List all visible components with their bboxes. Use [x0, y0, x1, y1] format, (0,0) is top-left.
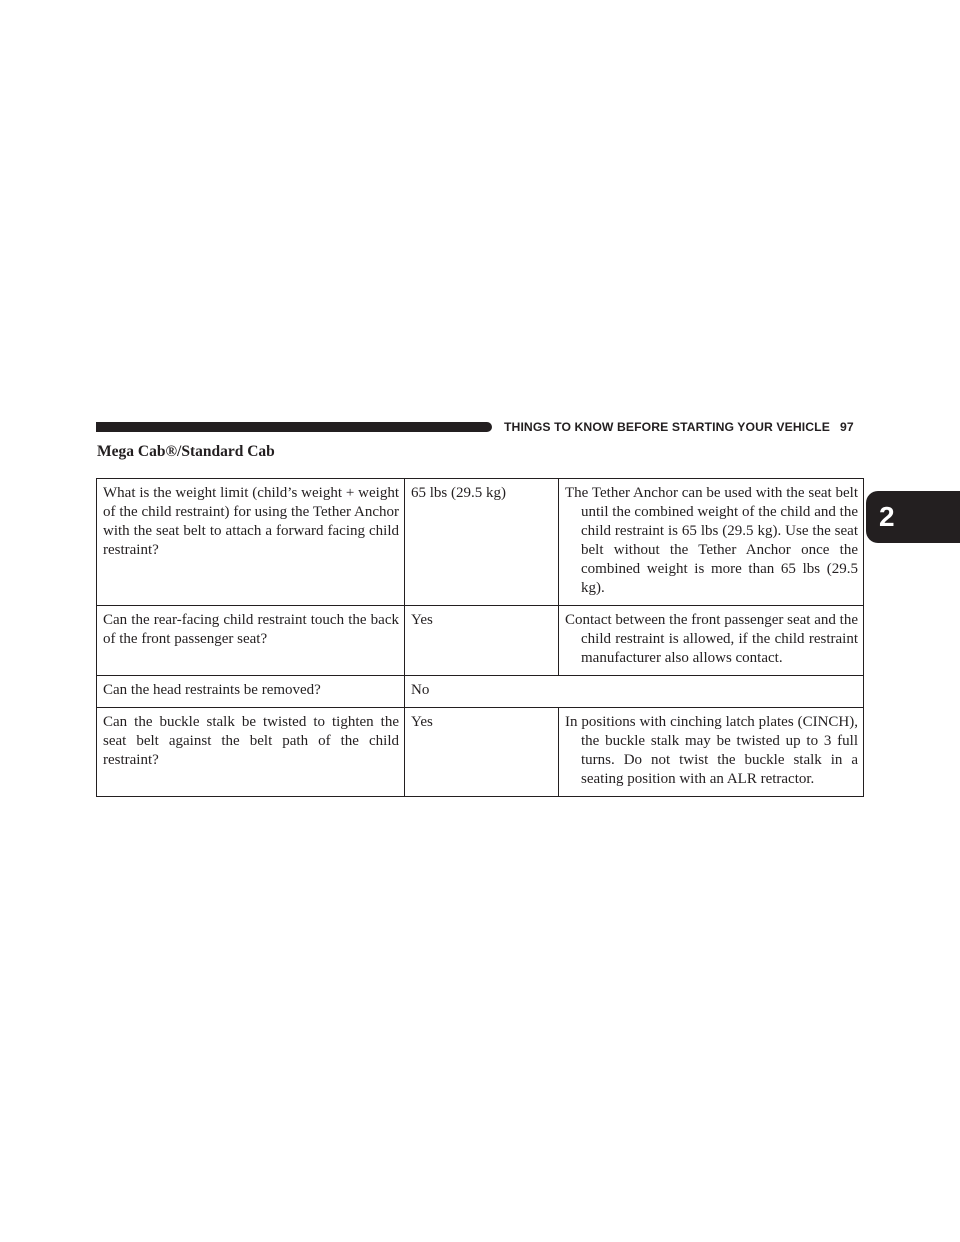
- answer-cell: Yes: [405, 708, 559, 797]
- running-header: [504, 419, 854, 435]
- section-title: Mega Cab®/Standard Cab: [97, 443, 275, 460]
- question-cell: Can the buckle stalk be twisted to tighten the seat belt against the belt path of the child restraint?: [97, 708, 405, 797]
- note-cell: [559, 606, 864, 676]
- table-row: [97, 676, 864, 708]
- note-cell: [559, 708, 864, 797]
- answer-cell: No: [405, 676, 864, 708]
- running-title: THINGS TO KNOW BEFORE STARTING YOUR VEHICLE: [504, 420, 830, 434]
- table-row: [97, 708, 864, 797]
- note-cell: [559, 479, 864, 606]
- table-row: [97, 606, 864, 676]
- question-cell: What is the weight limit (child’s weight + weight of the child restraint) for using the Tether Anchor with the seat belt to attach a forward facing child restraint?: [97, 479, 405, 606]
- note-text: Contact between the front passenger seat and the child restraint is allowed, if the child restraint manufacturer also allows contact.: [565, 612, 858, 666]
- question-cell: Can the rear-facing child restraint touch the back of the front passenger seat?: [97, 606, 405, 676]
- page-number: 97: [839, 420, 854, 434]
- chapter-tab: 2: [866, 491, 960, 543]
- note-text: In positions with cinching latch plates (CINCH), the buckle stalk may be twisted up to 3 full turns. Do not twist the buckle stalk in a seating position with an ALR retractor.: [565, 714, 858, 787]
- header-rule: [96, 422, 492, 432]
- answer-cell: Yes: [405, 606, 559, 676]
- table-row: [97, 479, 864, 606]
- question-cell: Can the head restraints be removed?: [97, 676, 405, 708]
- child-restraint-table: [96, 478, 864, 797]
- note-text: The Tether Anchor can be used with the seat belt until the combined weight of the child and the child restraint is 65 lbs (29.5 kg). Use the seat belt without the Tether Anchor once the combined weight is more than 65 lbs (29.5 kg).: [565, 485, 858, 596]
- answer-cell: 65 lbs (29.5 kg): [405, 479, 559, 606]
